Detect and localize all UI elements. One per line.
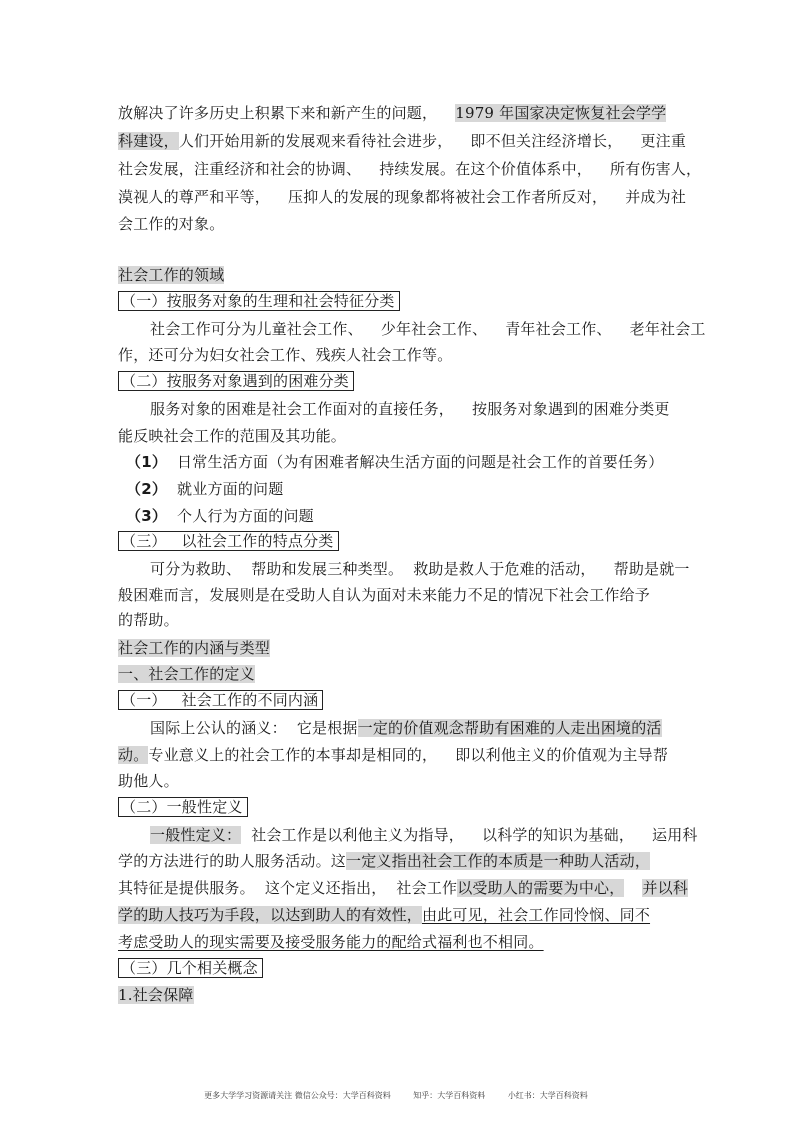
section-heading	[118, 985, 194, 1005]
text-line	[150, 718, 662, 738]
text-line	[118, 851, 650, 871]
text-run: 助他人。	[118, 772, 179, 790]
boxed-heading-text: （一） 社会工作的不同内涵	[118, 690, 323, 710]
boxed-heading	[118, 291, 400, 311]
text-run: 作，还可分为妇女社会工作、残疾人社会工作等。	[118, 346, 453, 364]
list-item-text: 日常生活方面（为有困难者解决生活方面的问题是社会工作的首要任务）	[177, 453, 664, 471]
text-run: 按服务对象遇到的困难分类更	[472, 400, 670, 418]
footer-text: 知乎：大学百科资料	[413, 1091, 486, 1100]
text-run: 专业意义上的社会工作的本事却是相同的，	[148, 746, 438, 764]
highlighted-text: 以受助人的需要为中心，	[457, 879, 625, 897]
text-run: 帮助是就一	[613, 560, 690, 578]
text-run: 更注重	[640, 132, 687, 150]
list-number: （3）	[126, 507, 168, 525]
list-item	[126, 479, 283, 499]
highlighted-text: 动。	[118, 746, 149, 764]
text-run: 压抑人的发展的现象都将被社会工作者所反对，	[288, 188, 608, 206]
text-line	[118, 610, 179, 630]
text-line	[118, 932, 544, 952]
heading-text: 社会工作的内涵与类型	[118, 639, 271, 657]
boxed-heading	[118, 958, 263, 978]
text-line	[150, 399, 670, 419]
highlighted-text: 一定义指出社会工作的本质是一种助人活动，	[346, 852, 651, 870]
text-line	[118, 214, 224, 234]
text-run: 运用科	[652, 826, 698, 844]
highlighted-text: 并以科	[642, 879, 689, 897]
list-number: （1）	[126, 453, 168, 471]
text-run: 即不但关注经济增长，	[470, 132, 623, 150]
text-line	[118, 585, 650, 605]
text-run: 社会工作	[396, 879, 458, 897]
section-heading	[118, 265, 224, 285]
text-line	[118, 159, 701, 179]
text-run: 漠视人的尊严和平等，	[118, 188, 271, 206]
footer-text: 小红书：大学百科资料	[507, 1091, 588, 1100]
heading-text: 一、社会工作的定义	[118, 665, 255, 683]
text-line	[118, 345, 452, 365]
section-heading	[118, 664, 255, 684]
text-line	[118, 426, 346, 446]
heading-text: 社会工作的领域	[118, 266, 225, 284]
boxed-heading-text: （一）按服务对象的生理和社会特征分类	[118, 291, 400, 311]
boxed-heading-text: （二）按服务对象遇到的困难分类	[118, 371, 354, 391]
text-run: 这个定义还指出，	[264, 879, 387, 897]
page-footer	[0, 1090, 792, 1101]
text-run: 帮助和发展三种类型。	[251, 560, 404, 578]
text-run: 可分为救助、	[150, 560, 242, 578]
text-run: 其特征是提供服务。	[118, 879, 255, 897]
text-run: 所有伤害人，	[610, 160, 702, 178]
text-run: 社会工作是以利他主义为指导，	[251, 826, 465, 844]
list-item	[126, 506, 314, 526]
text-run: 能反映社会工作的范围及其功能。	[118, 427, 347, 445]
list-item	[126, 452, 663, 472]
text-run: 放解决了许多历史上积累下来和新产生的问题，	[118, 104, 438, 122]
highlighted-text: 学的助人技巧为手段，以达到助人的有效性，	[118, 906, 423, 924]
underlined-text: 考虑受助人的现实需要及接受服务能力的配给式福利也不相同。	[118, 933, 544, 951]
boxed-heading	[118, 371, 354, 391]
section-heading	[118, 638, 270, 658]
text-run: 般困难而言，发展则是在受助人自认为面对未来能力不足的情况下社会工作给予	[118, 586, 651, 604]
text-line	[118, 905, 650, 925]
boxed-heading-text: （三） 以社会工作的特点分类	[118, 531, 339, 551]
text-run: 社会发展，注重经济和社会的协调、	[118, 160, 362, 178]
text-line	[118, 131, 686, 151]
text-line	[150, 559, 690, 579]
heading-text: 1.社会保障	[118, 986, 194, 1004]
text-run: 它是根据	[296, 719, 358, 737]
text-line	[118, 771, 179, 791]
text-line	[118, 187, 686, 207]
text-run: 会工作的对象。	[118, 215, 225, 233]
boxed-heading	[118, 690, 323, 710]
text-run: 国际上公认的涵义：	[150, 719, 287, 737]
underlined-text: 由此可见，社会工作同怜悯、同不	[422, 906, 651, 924]
highlighted-text: 1979 年国家决定恢复社会学学	[455, 104, 667, 122]
boxed-heading	[118, 797, 248, 817]
boxed-heading	[118, 531, 339, 551]
text-run: 救助是救人于危难的活动，	[413, 560, 596, 578]
text-run: 持续发展。在这个价值体系中，	[379, 160, 593, 178]
highlighted-text: 一般性定义：	[150, 826, 242, 844]
list-number: （2）	[126, 480, 168, 498]
text-run: 青年社会工作、	[505, 320, 612, 338]
text-run: 少年社会工作、	[380, 320, 488, 338]
footer-text: 更多大学学习资源请关注 微信公众号：大学百科资料	[204, 1091, 391, 1100]
text-run: 以科学的知识为基础，	[482, 826, 635, 844]
list-item-text: 个人行为方面的问题	[177, 507, 314, 525]
text-run: 学的方法进行的助人服务活动。这	[118, 852, 347, 870]
text-run: 的帮助。	[118, 611, 179, 629]
highlighted-text: 一定的价值观念帮助有困难的人走出困境的活	[357, 719, 662, 737]
text-line	[150, 825, 698, 845]
list-item-text: 就业方面的问题	[177, 480, 284, 498]
highlighted-text: 科建设，	[118, 132, 179, 150]
text-run: 老年社会工	[629, 320, 706, 338]
text-run: 并成为社	[625, 188, 687, 206]
text-line	[118, 103, 666, 123]
text-run: 人们开始用新的发展观来看待社会进步，	[178, 132, 453, 150]
text-line	[118, 745, 668, 765]
text-line	[150, 319, 706, 339]
text-line	[118, 878, 688, 898]
boxed-heading-text: （二）一般性定义	[118, 797, 248, 817]
text-run: 服务对象的困难是社会工作面对的直接任务，	[150, 400, 455, 418]
text-run: 即以利他主义的价值观为主导帮	[455, 746, 669, 764]
boxed-heading-text: （三）几个相关概念	[118, 958, 263, 978]
text-run: 社会工作可分为儿童社会工作、	[150, 320, 363, 338]
